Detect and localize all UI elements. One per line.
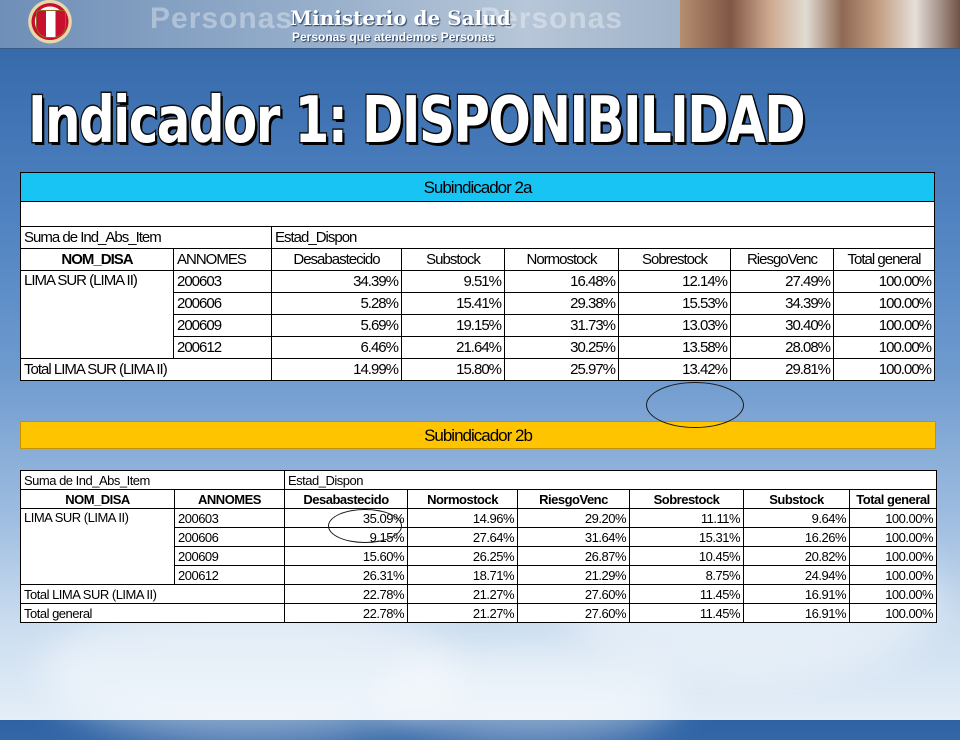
people-photo <box>680 0 960 48</box>
table-a-total-cell: 14.99% <box>272 359 402 381</box>
table-total-row <box>21 585 937 604</box>
table-b-cell: 31.64% <box>518 528 630 547</box>
table-b-period: 200603 <box>175 509 285 528</box>
table-a-cell: 5.28% <box>272 293 402 315</box>
table-b-col-header: Sobrestock <box>630 490 744 509</box>
table-b-cell: 24.94% <box>744 566 850 585</box>
table-a-cell: 16.48% <box>505 271 619 293</box>
table-a-period-header: ANNOMES <box>174 249 272 271</box>
banner-ghost-left: Personas <box>150 2 294 35</box>
table-b-total-cell: 21.27% <box>408 585 518 604</box>
table-a-cell: 28.08% <box>731 337 834 359</box>
table-b-cell: 18.71% <box>408 566 518 585</box>
table-a-cell: 29.38% <box>505 293 619 315</box>
table-b-col-header: Normostock <box>408 490 518 509</box>
table-a-row-header: NOM_DISA <box>21 249 174 271</box>
header-banner <box>0 0 960 49</box>
table-a-cell: 21.64% <box>402 337 505 359</box>
page-title: Indicador 1: DISPONIBILIDAD <box>28 84 805 158</box>
table-a-cell: 15.53% <box>619 293 731 315</box>
table-a-col-header: Substock <box>402 249 505 271</box>
table-a-cell: 31.73% <box>505 315 619 337</box>
subindicator-2a-table <box>20 172 935 381</box>
table-row <box>21 271 935 293</box>
table-a-total-cell: 25.97% <box>505 359 619 381</box>
table-a-cell: 100.00% <box>834 271 935 293</box>
table-b-cell: 11.11% <box>630 509 744 528</box>
table-b-cell: 9.15% <box>285 528 408 547</box>
table-b-group-label: LIMA SUR (LIMA II) <box>21 509 175 585</box>
table-b-cell: 100.00% <box>850 528 937 547</box>
table-b-cell: 15.60% <box>285 547 408 566</box>
table-b-total-cell: 100.00% <box>850 585 937 604</box>
table-a-total-cell: 13.42% <box>619 359 731 381</box>
table-a-caption: Subindicador 2a <box>21 173 935 202</box>
table-b-grand-cell: 27.60% <box>518 604 630 623</box>
table-a-total-label: Total LIMA SUR (LIMA II) <box>21 359 272 381</box>
table-a-cell: 30.25% <box>505 337 619 359</box>
table-row <box>21 509 937 528</box>
table-a-cell: 100.00% <box>834 293 935 315</box>
table-b-sum-label: Suma de Ind_Abs_Item <box>21 471 285 490</box>
ministry-slogan: Personas que atendemos Personas <box>292 30 495 44</box>
table-b-cell: 21.29% <box>518 566 630 585</box>
table-a-period: 200612 <box>174 337 272 359</box>
table-b-field-label: Estad_Dispon <box>285 471 937 490</box>
table-b-cell: 100.00% <box>850 547 937 566</box>
banner-ghost-right: Personas <box>480 2 624 35</box>
table-b-grand-cell: 100.00% <box>850 604 937 623</box>
table-b-period: 200609 <box>175 547 285 566</box>
table-a-col-header: Normostock <box>505 249 619 271</box>
table-a-cell: 9.51% <box>402 271 505 293</box>
table-b-cell: 100.00% <box>850 566 937 585</box>
table-a-cell: 100.00% <box>834 337 935 359</box>
table-b-total-label: Total LIMA SUR (LIMA II) <box>21 585 285 604</box>
table-b-col-header: Desabastecido <box>285 490 408 509</box>
table-a-cell: 13.58% <box>619 337 731 359</box>
table-b-cell: 35.09% <box>285 509 408 528</box>
ministry-name: Ministerio de Salud <box>290 6 511 30</box>
table-a-cell: 15.41% <box>402 293 505 315</box>
table-a-cell: 13.03% <box>619 315 731 337</box>
table-b-period: 200612 <box>175 566 285 585</box>
table-b-cell: 29.20% <box>518 509 630 528</box>
table-a-period: 200609 <box>174 315 272 337</box>
table-a-cell: 100.00% <box>834 315 935 337</box>
shield-icon <box>36 10 66 38</box>
table-a-cell: 5.69% <box>272 315 402 337</box>
table-b-cell: 9.64% <box>744 509 850 528</box>
table-a-period: 200603 <box>174 271 272 293</box>
table-b-grand-cell: 16.91% <box>744 604 850 623</box>
subindicator-2b-table <box>20 470 937 623</box>
table-b-total-cell: 16.91% <box>744 585 850 604</box>
table-b-cell: 100.00% <box>850 509 937 528</box>
table-b-cell: 27.64% <box>408 528 518 547</box>
table-grand-total-row <box>21 604 937 623</box>
table-a-col-header: Total general <box>834 249 935 271</box>
table-b-cell: 26.31% <box>285 566 408 585</box>
table-a-cell: 34.39% <box>272 271 402 293</box>
table-b-cell: 16.26% <box>744 528 850 547</box>
table-a-total-cell: 29.81% <box>731 359 834 381</box>
table-b-cell: 20.82% <box>744 547 850 566</box>
table-a-cell: 27.49% <box>731 271 834 293</box>
table-b-caption: Subindicador 2b <box>20 421 936 449</box>
table-b-cell: 26.25% <box>408 547 518 566</box>
table-a-period: 200606 <box>174 293 272 315</box>
table-total-row <box>21 359 935 381</box>
table-b-total-cell: 27.60% <box>518 585 630 604</box>
table-b-total-cell: 11.45% <box>630 585 744 604</box>
table-a-col-header: Sobrestock <box>619 249 731 271</box>
table-a-cell: 19.15% <box>402 315 505 337</box>
table-b-grand-label: Total general <box>21 604 285 623</box>
table-b-cell: 10.45% <box>630 547 744 566</box>
table-a-col-header: Desabastecido <box>272 249 402 271</box>
table-a-cell: 30.40% <box>731 315 834 337</box>
table-b-cell: 14.96% <box>408 509 518 528</box>
table-b-total-cell: 22.78% <box>285 585 408 604</box>
table-a-spacer <box>21 202 935 227</box>
table-a-cell: 6.46% <box>272 337 402 359</box>
table-b-period: 200606 <box>175 528 285 547</box>
table-a-group-label: LIMA SUR (LIMA II) <box>21 271 174 359</box>
table-b-period-header: ANNOMES <box>175 490 285 509</box>
table-a-field-label: Estad_Dispon <box>272 227 935 249</box>
table-b-col-header: RiesgoVenc <box>518 490 630 509</box>
table-b-col-header: Substock <box>744 490 850 509</box>
table-a-col-header: RiesgoVenc <box>731 249 834 271</box>
table-b-cell: 15.31% <box>630 528 744 547</box>
table-a-total-cell: 100.00% <box>834 359 935 381</box>
table-a-total-cell: 15.80% <box>402 359 505 381</box>
table-b-grand-cell: 21.27% <box>408 604 518 623</box>
table-b-cell: 8.75% <box>630 566 744 585</box>
table-a-cell: 12.14% <box>619 271 731 293</box>
table-b-col-header: Total general <box>850 490 937 509</box>
table-a-sum-label: Suma de Ind_Abs_Item <box>21 227 272 249</box>
table-b-grand-cell: 22.78% <box>285 604 408 623</box>
table-a-cell: 34.39% <box>731 293 834 315</box>
table-b-cell: 26.87% <box>518 547 630 566</box>
table-b-grand-cell: 11.45% <box>630 604 744 623</box>
table-b-row-header: NOM_DISA <box>21 490 175 509</box>
